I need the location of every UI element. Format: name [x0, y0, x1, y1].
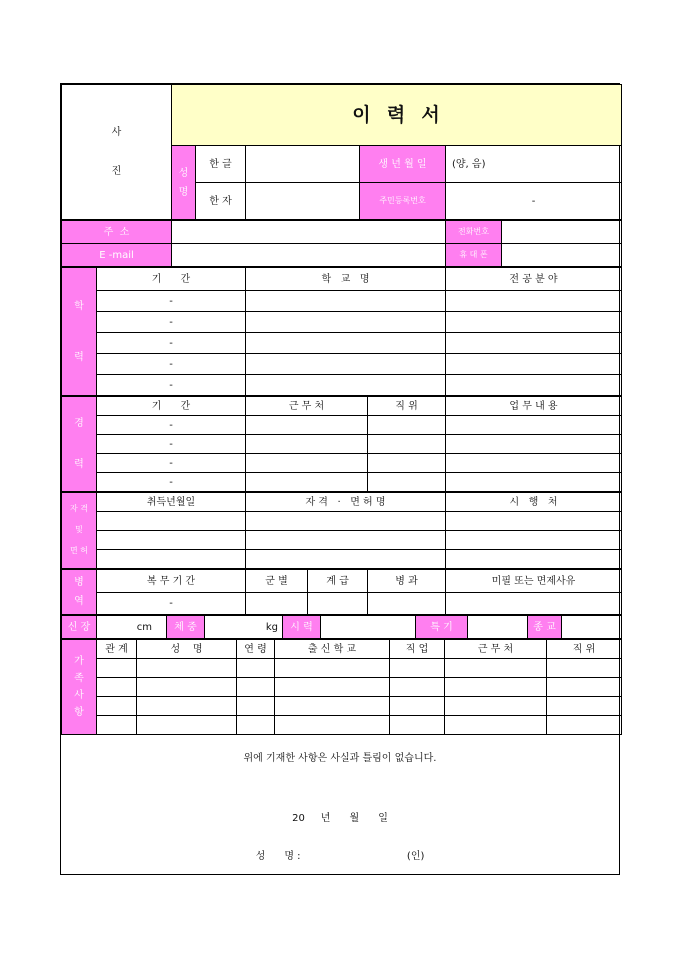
edu-period-field[interactable]: -	[97, 354, 246, 375]
mobile-label: 휴 대 폰	[446, 244, 502, 267]
career-header-position: 직 위	[368, 397, 446, 416]
email-field[interactable]	[172, 244, 446, 267]
family-position-field[interactable]	[547, 697, 622, 716]
edu-period-field[interactable]: -	[97, 312, 246, 333]
religion-label: 종 교	[528, 616, 562, 639]
military-header-period: 복 무 기 간	[97, 570, 246, 593]
family-job-field[interactable]	[390, 659, 445, 678]
career-period-field[interactable]: -	[97, 473, 246, 492]
birth-label: 생 년 월 일	[360, 146, 446, 183]
family-position-field[interactable]	[547, 716, 622, 735]
family-position-field[interactable]	[547, 659, 622, 678]
career-company-field[interactable]	[246, 473, 368, 492]
table-row	[62, 454, 622, 473]
license-date-field[interactable]	[97, 531, 246, 550]
family-header-position: 직 위	[547, 640, 622, 659]
family-header-job: 직 업	[390, 640, 445, 659]
license-date-field[interactable]	[97, 512, 246, 531]
body-info-section	[61, 615, 622, 639]
career-position-field[interactable]	[368, 473, 446, 492]
header-section	[61, 84, 622, 220]
career-period-field[interactable]: -	[97, 454, 246, 473]
phone-label: 전화번호	[446, 221, 502, 244]
career-period-field[interactable]: -	[97, 416, 246, 435]
hangul-label: 한 글	[196, 146, 246, 183]
table-row	[62, 716, 622, 735]
military-rank-field[interactable]	[308, 593, 368, 615]
edu-period-field[interactable]: -	[97, 333, 246, 354]
military-branch-field[interactable]	[246, 593, 308, 615]
career-duty-field[interactable]	[446, 435, 622, 454]
family-workplace-field[interactable]	[445, 716, 547, 735]
family-age-field[interactable]	[237, 697, 275, 716]
family-relation-field[interactable]	[97, 678, 137, 697]
license-header-name: 자 격 · 면 허 명	[246, 493, 446, 512]
table-row	[62, 354, 622, 375]
date-line[interactable]: 20 년 월 일	[292, 813, 388, 824]
career-header-company: 근 무 처	[246, 397, 368, 416]
phone-field[interactable]	[502, 221, 622, 244]
family-age-field[interactable]	[237, 659, 275, 678]
edu-header-major: 전 공 분 야	[446, 268, 622, 291]
mobile-field[interactable]	[502, 244, 622, 267]
table-row	[62, 291, 622, 312]
career-position-field[interactable]	[368, 416, 446, 435]
email-label: E -mail	[62, 244, 172, 267]
career-position-field[interactable]	[368, 435, 446, 454]
military-specialty-field[interactable]	[368, 593, 446, 615]
education-label: 학 력	[62, 268, 97, 396]
military-period-field[interactable]: -	[97, 593, 246, 615]
military-header-branch: 군 별	[246, 570, 308, 593]
family-label: 가 족 사 항	[62, 640, 97, 735]
military-header-rank: 계 급	[308, 570, 368, 593]
table-row	[62, 312, 622, 333]
military-section	[61, 569, 622, 615]
family-relation-field[interactable]	[97, 716, 137, 735]
edu-period-field[interactable]: -	[97, 291, 246, 312]
edu-school-field[interactable]	[246, 291, 446, 312]
family-section	[61, 639, 622, 735]
birth-field[interactable]: (양, 음)	[446, 146, 622, 183]
military-exemption-field[interactable]	[446, 593, 622, 615]
military-label: 병 역	[62, 570, 97, 615]
license-header-issuer: 시 행 처	[446, 493, 622, 512]
resident-field[interactable]: -	[446, 183, 622, 220]
family-job-field[interactable]	[390, 716, 445, 735]
family-job-field[interactable]	[390, 678, 445, 697]
license-issuer-field[interactable]	[446, 550, 622, 569]
hobby-field[interactable]	[468, 616, 528, 639]
family-school-field[interactable]	[275, 678, 390, 697]
height-label: 신 장	[62, 616, 97, 639]
career-duty-field[interactable]	[446, 473, 622, 492]
table-row	[62, 435, 622, 454]
vision-field[interactable]	[321, 616, 416, 639]
table-row	[62, 659, 622, 678]
career-company-field[interactable]	[246, 435, 368, 454]
career-section	[61, 396, 622, 492]
vision-label: 시 력	[283, 616, 321, 639]
table-row	[62, 550, 622, 569]
career-duty-field[interactable]	[446, 416, 622, 435]
table-row	[62, 512, 622, 531]
resident-label: 주민등록번호	[360, 183, 446, 220]
edu-major-field[interactable]	[446, 312, 622, 333]
signature-line	[61, 847, 619, 862]
family-position-field[interactable]	[547, 678, 622, 697]
weight-label: 체 중	[167, 616, 205, 639]
education-section	[61, 267, 622, 396]
career-header-period: 기 간	[97, 397, 246, 416]
license-issuer-field[interactable]	[446, 531, 622, 550]
edu-major-field[interactable]	[446, 291, 622, 312]
career-period-field[interactable]: -	[97, 435, 246, 454]
family-relation-field[interactable]	[97, 697, 137, 716]
family-workplace-field[interactable]	[445, 678, 547, 697]
address-field[interactable]	[172, 221, 446, 244]
edu-header-period: 기 간	[97, 268, 246, 291]
family-header-name: 성 명	[137, 640, 237, 659]
hanja-label: 한 자	[196, 183, 246, 220]
height-field[interactable]	[97, 616, 167, 639]
family-school-field[interactable]	[275, 697, 390, 716]
edu-school-field[interactable]	[246, 354, 446, 375]
height-unit: cm	[136, 621, 152, 633]
table-row	[62, 531, 622, 550]
edu-major-field[interactable]	[446, 333, 622, 354]
photo-box[interactable]	[62, 85, 172, 220]
seal-mark: (인)	[406, 851, 425, 862]
name-hanja-field[interactable]	[246, 183, 360, 220]
edu-major-field[interactable]	[446, 375, 622, 396]
family-name-field[interactable]	[137, 659, 237, 678]
family-name-field[interactable]	[137, 678, 237, 697]
career-company-field[interactable]	[246, 416, 368, 435]
family-school-field[interactable]	[275, 659, 390, 678]
address-label: 주 소	[62, 221, 172, 244]
family-name-field[interactable]	[137, 697, 237, 716]
career-header-duty: 업 무 내 용	[446, 397, 622, 416]
edu-school-field[interactable]	[246, 375, 446, 396]
table-row	[62, 333, 622, 354]
career-company-field[interactable]	[246, 454, 368, 473]
license-label: 자 격 및 면 허	[62, 493, 97, 569]
family-workplace-field[interactable]	[445, 659, 547, 678]
edu-school-field[interactable]	[246, 333, 446, 354]
name-hangul-field[interactable]	[246, 146, 360, 183]
family-header-school: 출 신 학 교	[275, 640, 390, 659]
family-header-relation: 관 계	[97, 640, 137, 659]
family-school-field[interactable]	[275, 716, 390, 735]
edu-header-school: 학 교 명	[246, 268, 446, 291]
page-title: 이 력 서	[172, 85, 622, 146]
name-label: 성 명	[172, 146, 196, 220]
family-job-field[interactable]	[390, 697, 445, 716]
family-workplace-field[interactable]	[445, 697, 547, 716]
career-position-field[interactable]	[368, 454, 446, 473]
edu-period-field[interactable]: -	[97, 375, 246, 396]
photo-label-2: 진	[111, 166, 122, 177]
military-header-specialty: 병 과	[368, 570, 446, 593]
table-row	[62, 473, 622, 492]
weight-field[interactable]	[205, 616, 283, 639]
table-row	[62, 375, 622, 396]
family-header-workplace: 근 무 처	[445, 640, 547, 659]
license-date-field[interactable]	[97, 550, 246, 569]
edu-school-field[interactable]	[246, 312, 446, 333]
footer-section	[61, 735, 619, 876]
license-header-date: 취득년월일	[97, 493, 246, 512]
family-relation-field[interactable]	[97, 659, 137, 678]
resume-form	[60, 83, 620, 875]
military-header-exemption: 미필 또는 면제사유	[446, 570, 622, 593]
license-issuer-field[interactable]	[446, 512, 622, 531]
hobby-label: 특 기	[416, 616, 468, 639]
confirmation-statement: 위에 기재한 사항은 사실과 틀림이 없습니다.	[243, 753, 437, 764]
license-name-field[interactable]	[246, 531, 446, 550]
license-name-field[interactable]	[246, 512, 446, 531]
table-row	[62, 593, 622, 615]
career-duty-field[interactable]	[446, 454, 622, 473]
career-label: 경 력	[62, 397, 97, 492]
religion-field[interactable]	[562, 616, 622, 639]
signature-label: 성 명 :	[255, 851, 301, 862]
family-age-field[interactable]	[237, 716, 275, 735]
family-header-age: 연 령	[237, 640, 275, 659]
family-name-field[interactable]	[137, 716, 237, 735]
license-name-field[interactable]	[246, 550, 446, 569]
license-section	[61, 492, 622, 569]
edu-major-field[interactable]	[446, 354, 622, 375]
table-row	[62, 416, 622, 435]
table-row	[62, 697, 622, 716]
contact-section	[61, 220, 622, 267]
photo-label-1: 사	[111, 127, 122, 138]
weight-unit: kg	[265, 621, 278, 633]
table-row	[62, 678, 622, 697]
family-age-field[interactable]	[237, 678, 275, 697]
